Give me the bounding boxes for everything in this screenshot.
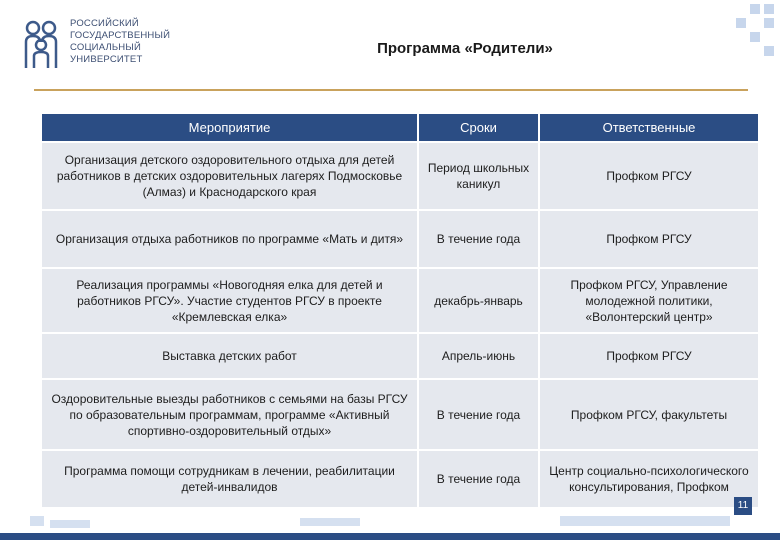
table-row xyxy=(42,334,758,378)
footer-decoration xyxy=(30,516,44,526)
footer-decoration xyxy=(50,520,90,528)
cell-responsible: Профком РГСУ xyxy=(540,143,758,209)
cell-event: Программа помощи сотрудникам в лечении, реабилитации детей-инвалидов xyxy=(42,451,417,507)
page-number: 11 xyxy=(734,497,752,515)
logo-line: РОССИЙСКИЙ xyxy=(70,18,139,29)
column-header-event: Мероприятие xyxy=(42,114,417,141)
column-header-responsible: Ответственные xyxy=(540,114,758,141)
table-row xyxy=(42,451,758,507)
cell-responsible: Профком РГСУ, Управление молодежной политики, «Волонтерский центр» xyxy=(540,269,758,332)
cell-event: Организация отдыха работников по программе «Мать и дитя» xyxy=(42,211,417,267)
logo-line: ГОСУДАРСТВЕННЫЙ xyxy=(70,30,171,41)
logo-line: СОЦИАЛЬНЫЙ xyxy=(70,42,142,53)
footer-decoration xyxy=(300,518,360,526)
cell-event: Выставка детских работ xyxy=(42,334,417,378)
table-row xyxy=(42,380,758,449)
cell-term: декабрь-январь xyxy=(419,269,538,332)
footer-bar xyxy=(0,533,780,540)
table-row xyxy=(42,143,758,209)
page-title: Программа «Родители» xyxy=(377,40,553,57)
cell-responsible: Центр социально-психологического консультирования, Профком xyxy=(540,451,758,507)
cell-event: Организация детского оздоровительного отдыха для детей работников в детских оздоровительных лагерях Подмосковье (Алмаз) и Краснодарского края xyxy=(42,143,417,209)
logo-line: УНИВЕРСИТЕТ xyxy=(70,54,143,65)
cell-event: Реализация программы «Новогодняя елка для детей и работников РГСУ». Участие студентов РГСУ в проекте «Кремлевская елка» xyxy=(42,269,417,332)
table-row xyxy=(42,211,758,267)
cell-term: В течение года xyxy=(419,211,538,267)
cell-term: В течение года xyxy=(419,380,538,449)
table-header-row xyxy=(42,114,758,141)
footer-decoration xyxy=(560,516,730,526)
header-divider xyxy=(34,89,748,91)
cell-term: Апрель-июнь xyxy=(419,334,538,378)
cell-responsible: Профком РГСУ, факультеты xyxy=(540,380,758,449)
cell-term: Период школьных каникул xyxy=(419,143,538,209)
program-table xyxy=(40,112,760,509)
cell-responsible: Профком РГСУ xyxy=(540,334,758,378)
column-header-term: Сроки xyxy=(419,114,538,141)
cell-event: Оздоровительные выезды работников с семьями на базы РГСУ по образовательным программам, программе «Активный спортивно-оздоровительный отдых» xyxy=(42,380,417,449)
table-row xyxy=(42,269,758,332)
cell-responsible: Профком РГСУ xyxy=(540,211,758,267)
cell-term: В течение года xyxy=(419,451,538,507)
